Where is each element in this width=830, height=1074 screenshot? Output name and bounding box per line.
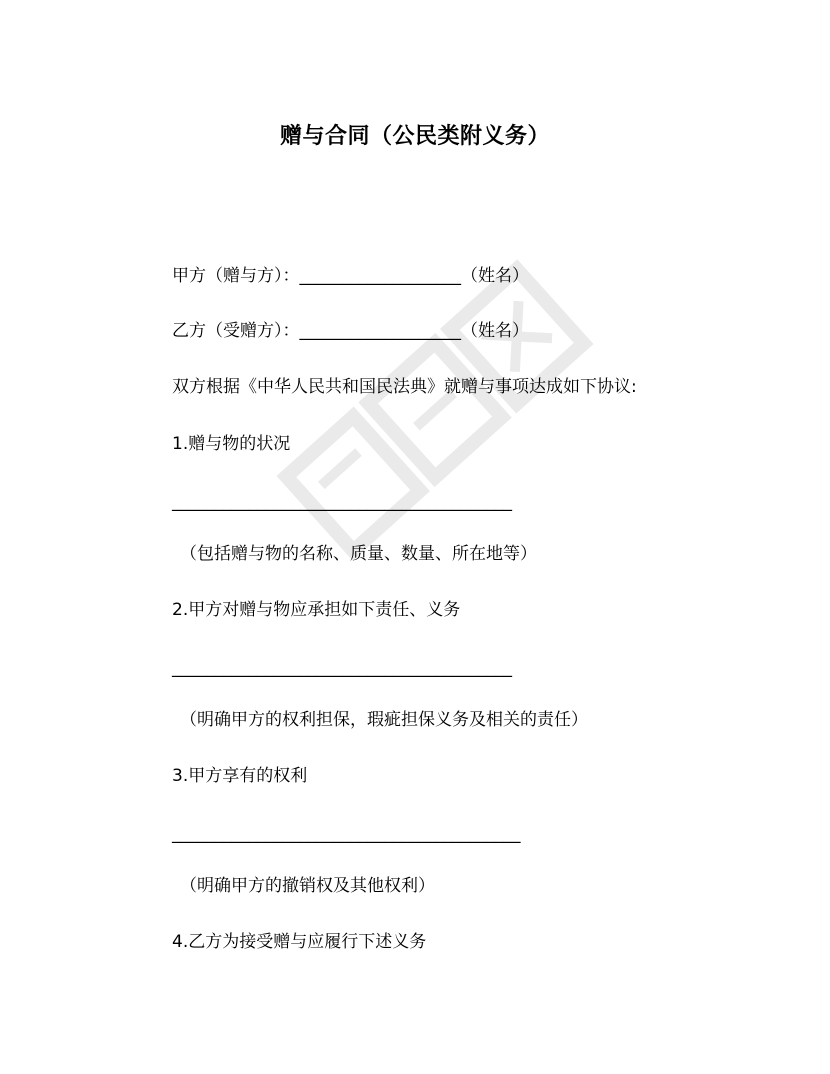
party-b-line: 乙方（受赠方）：___________________（姓名） [172,321,529,341]
clause-1-blank: ________________________________________ [172,492,512,512]
clause-1-heading: 1.赠与物的状况 [172,434,291,454]
document-title: 赠与合同（公民类附义务） [279,124,550,149]
clause-3-blank: _________________________________________ [172,824,521,844]
watermark-logo [259,240,611,580]
clause-2-note: （明确甲方的权利担保，瑕疵担保义务及相关的责任） [180,710,588,730]
clause-3-note: （明确甲方的撤销权及其他权利） [180,876,435,896]
clause-3-heading: 3.甲方享有的权利 [172,766,308,786]
party-a-line: 甲方（赠与方）：___________________（姓名） [172,266,529,286]
clause-2-blank: ________________________________________ [172,658,512,678]
clause-4-heading: 4.乙方为接受赠与应履行下述义务 [172,932,427,952]
clause-1-note: （包括赠与物的名称、质量、数量、所在地等） [180,544,537,564]
clause-2-heading: 2.甲方对赠与物应承担如下责任、义务 [172,600,461,620]
agreement-intro: 双方根据《中华人民共和国民法典》就赠与事项达成如下协议: [172,377,637,397]
